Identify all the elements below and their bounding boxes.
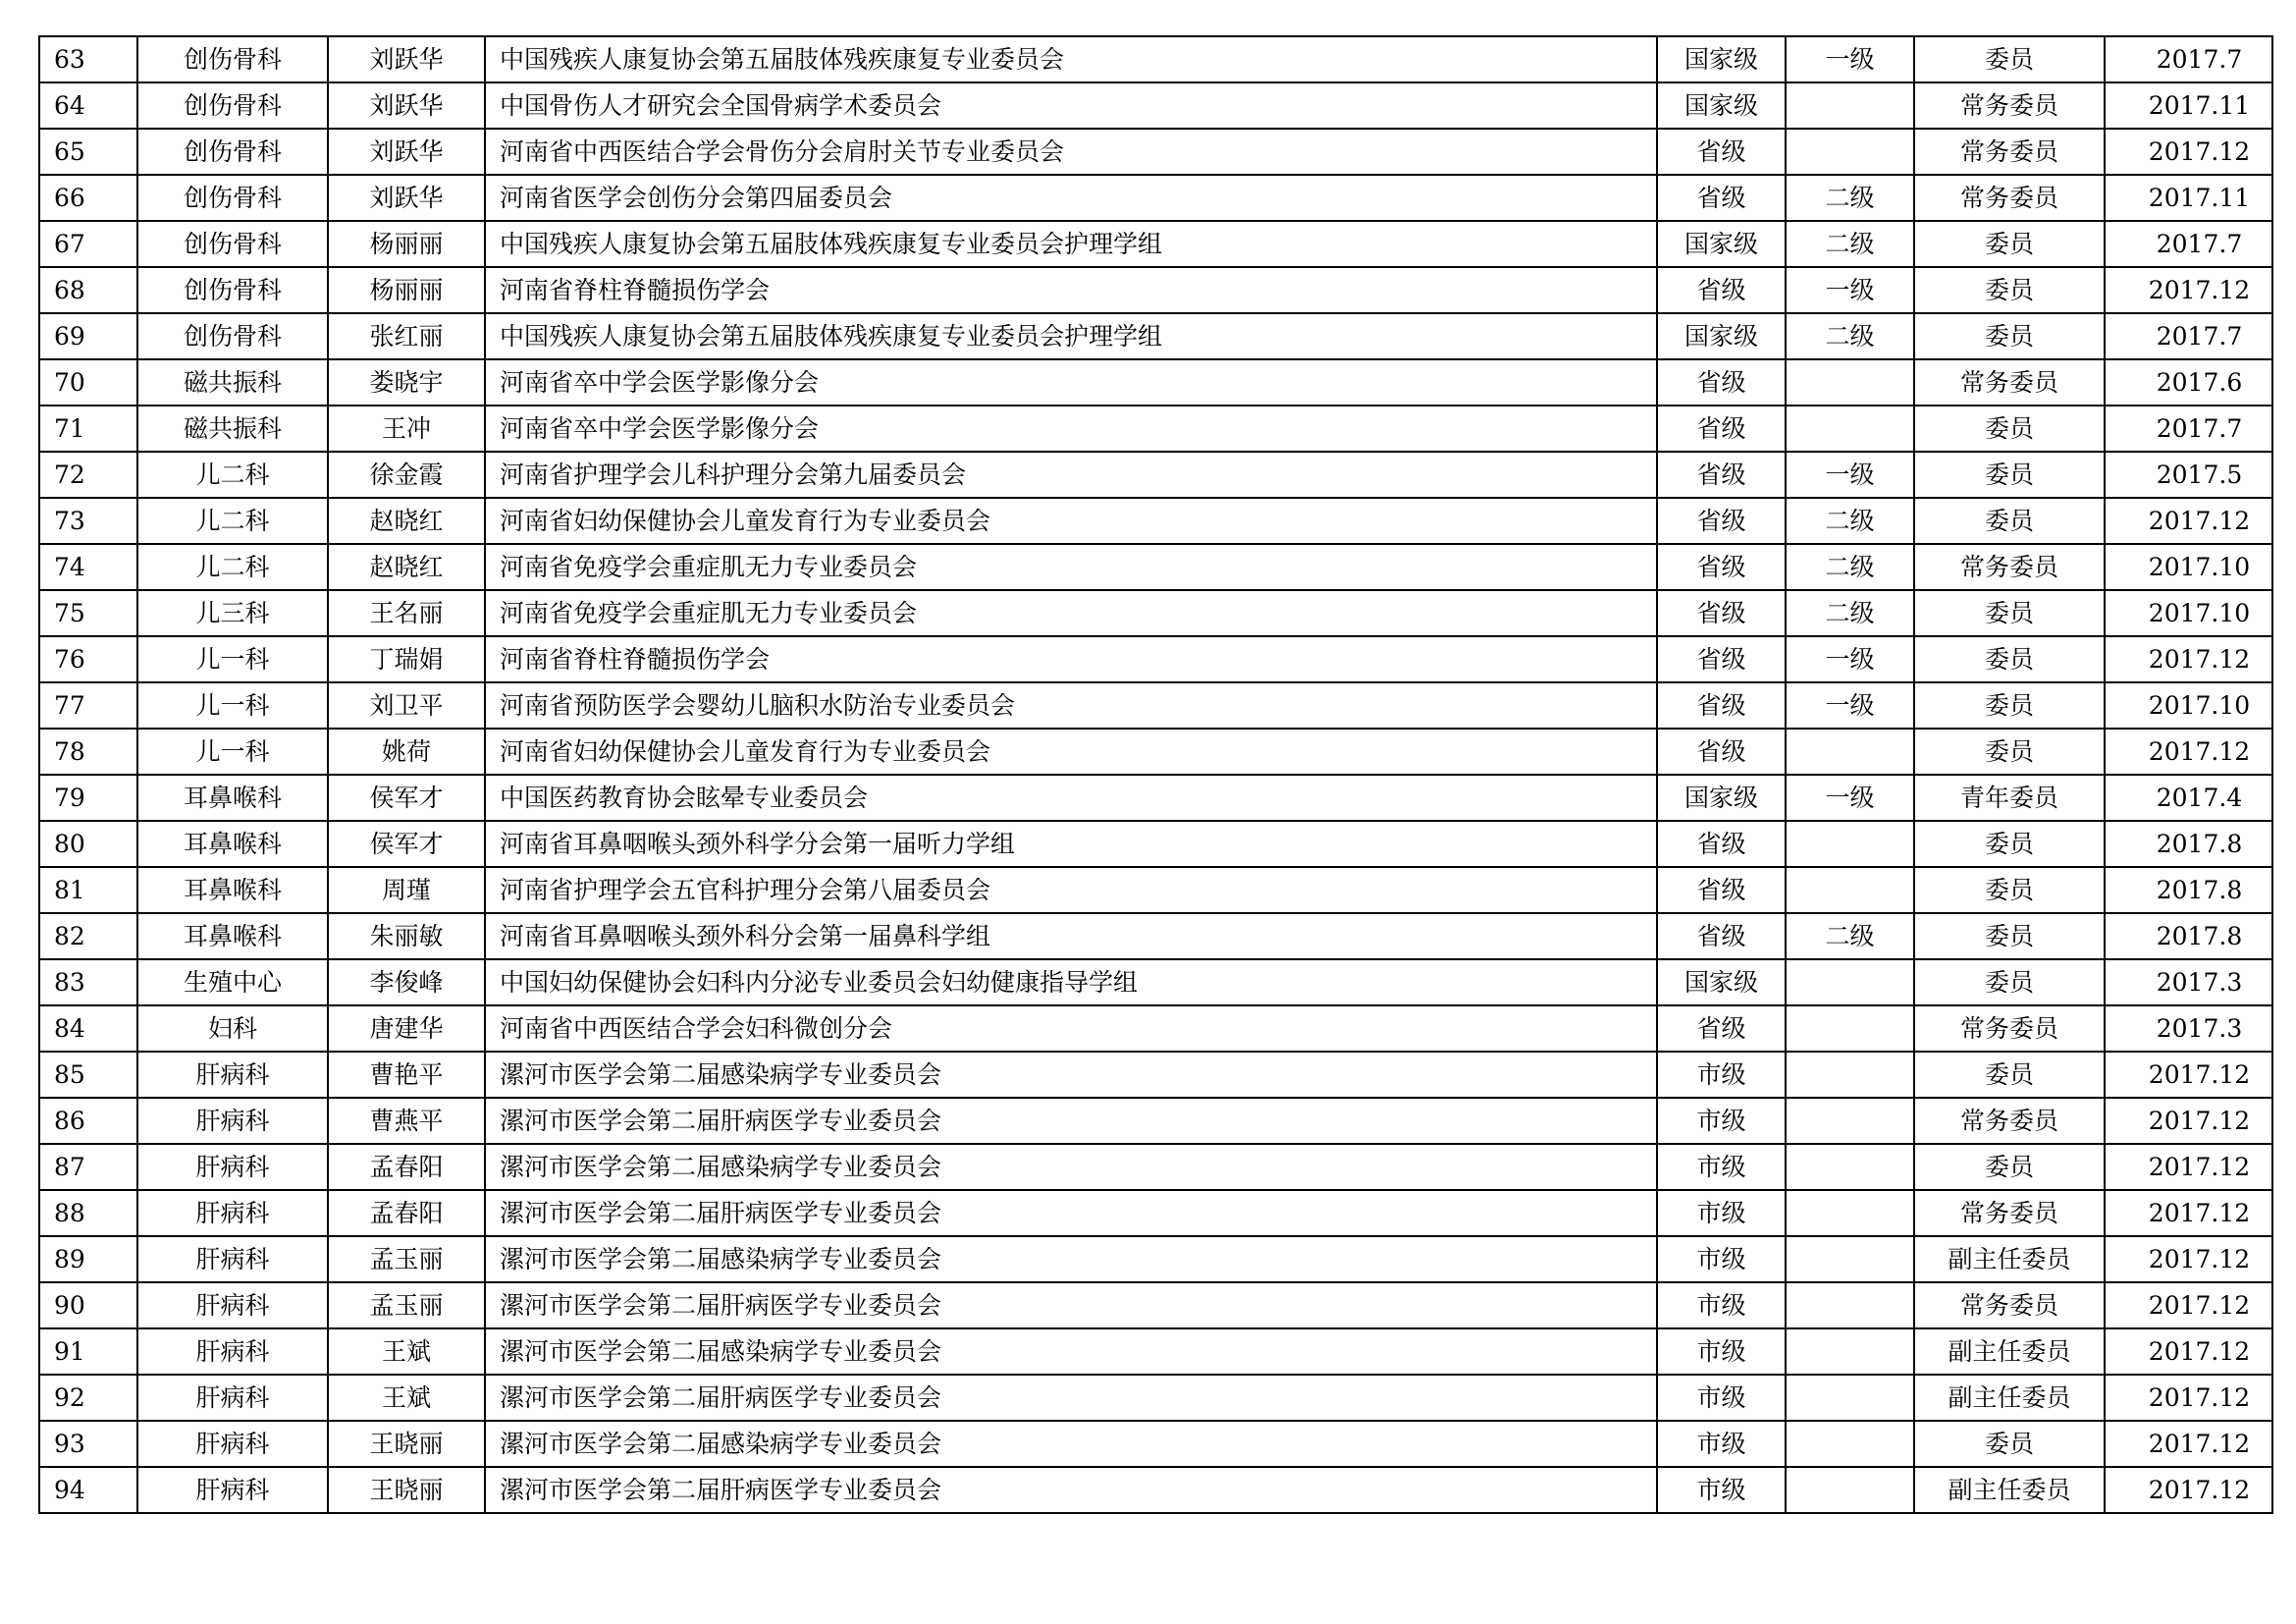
organization-cell: 河南省脊柱脊髓损伤学会 (485, 636, 1657, 682)
grade-cell (1786, 1467, 1914, 1513)
person-name-cell: 侯军才 (328, 821, 485, 867)
grade-cell (1786, 729, 1914, 775)
table-row (39, 821, 2272, 867)
serial-number-cell: 68 (39, 267, 137, 313)
organization-cell: 漯河市医学会第二届感染病学专业委员会 (485, 1421, 1657, 1467)
level-cell: 市级 (1657, 1098, 1786, 1144)
department-cell: 磁共振科 (137, 359, 328, 406)
grade-cell (1786, 1328, 1914, 1375)
department-cell: 生殖中心 (137, 959, 328, 1005)
serial-number-cell: 64 (39, 82, 137, 129)
department-cell: 儿一科 (137, 636, 328, 682)
person-name-cell: 孟春阳 (328, 1190, 485, 1236)
level-cell: 省级 (1657, 590, 1786, 636)
grade-cell (1786, 406, 1914, 452)
organization-cell: 河南省中西医结合学会妇科微创分会 (485, 1005, 1657, 1052)
role-cell: 委员 (1914, 821, 2105, 867)
grade-cell: 二级 (1786, 175, 1914, 221)
serial-number-cell: 76 (39, 636, 137, 682)
person-name-cell: 丁瑞娟 (328, 636, 485, 682)
organization-cell: 漯河市医学会第二届肝病医学专业委员会 (485, 1098, 1657, 1144)
date-cell: 2017.4 (2105, 775, 2272, 821)
level-cell: 市级 (1657, 1375, 1786, 1421)
person-name-cell: 朱丽敏 (328, 913, 485, 959)
date-cell: 2017.12 (2105, 1144, 2272, 1190)
grade-cell (1786, 1098, 1914, 1144)
serial-number-cell: 82 (39, 913, 137, 959)
organization-cell: 河南省脊柱脊髓损伤学会 (485, 267, 1657, 313)
organization-cell: 河南省卒中学会医学影像分会 (485, 359, 1657, 406)
role-cell: 委员 (1914, 36, 2105, 82)
role-cell: 常务委员 (1914, 359, 2105, 406)
role-cell: 常务委员 (1914, 175, 2105, 221)
department-cell: 肝病科 (137, 1467, 328, 1513)
serial-number-cell: 85 (39, 1052, 137, 1098)
organization-cell: 河南省免疫学会重症肌无力专业委员会 (485, 590, 1657, 636)
serial-number-cell: 73 (39, 498, 137, 544)
level-cell: 省级 (1657, 913, 1786, 959)
date-cell: 2017.12 (2105, 1282, 2272, 1328)
table-row (39, 1328, 2272, 1375)
date-cell: 2017.12 (2105, 1236, 2272, 1282)
organization-cell: 中国残疾人康复协会第五届肢体残疾康复专业委员会护理学组 (485, 221, 1657, 267)
table-row (39, 221, 2272, 267)
date-cell: 2017.8 (2105, 821, 2272, 867)
person-name-cell: 王晓丽 (328, 1467, 485, 1513)
date-cell: 2017.10 (2105, 682, 2272, 729)
department-cell: 创伤骨科 (137, 175, 328, 221)
department-cell: 儿二科 (137, 452, 328, 498)
level-cell: 省级 (1657, 359, 1786, 406)
level-cell: 国家级 (1657, 82, 1786, 129)
serial-number-cell: 86 (39, 1098, 137, 1144)
person-name-cell: 赵晓红 (328, 498, 485, 544)
grade-cell (1786, 1375, 1914, 1421)
department-cell: 肝病科 (137, 1282, 328, 1328)
level-cell: 省级 (1657, 1005, 1786, 1052)
grade-cell: 二级 (1786, 221, 1914, 267)
serial-number-cell: 88 (39, 1190, 137, 1236)
serial-number-cell: 65 (39, 129, 137, 175)
organization-cell: 中国骨伤人才研究会全国骨病学术委员会 (485, 82, 1657, 129)
grade-cell: 二级 (1786, 913, 1914, 959)
organization-cell: 漯河市医学会第二届肝病医学专业委员会 (485, 1467, 1657, 1513)
department-cell: 耳鼻喉科 (137, 913, 328, 959)
date-cell: 2017.8 (2105, 913, 2272, 959)
department-cell: 妇科 (137, 1005, 328, 1052)
table-row (39, 1282, 2272, 1328)
serial-number-cell: 72 (39, 452, 137, 498)
person-name-cell: 姚荷 (328, 729, 485, 775)
department-cell: 创伤骨科 (137, 267, 328, 313)
department-cell: 儿一科 (137, 682, 328, 729)
role-cell: 常务委员 (1914, 82, 2105, 129)
table-row (39, 1098, 2272, 1144)
organization-cell: 中国残疾人康复协会第五届肢体残疾康复专业委员会 (485, 36, 1657, 82)
date-cell: 2017.10 (2105, 590, 2272, 636)
organization-cell: 漯河市医学会第二届感染病学专业委员会 (485, 1328, 1657, 1375)
date-cell: 2017.12 (2105, 129, 2272, 175)
date-cell: 2017.7 (2105, 221, 2272, 267)
serial-number-cell: 79 (39, 775, 137, 821)
role-cell: 常务委员 (1914, 129, 2105, 175)
level-cell: 省级 (1657, 636, 1786, 682)
grade-cell (1786, 129, 1914, 175)
person-name-cell: 张红丽 (328, 313, 485, 359)
organization-cell: 中国残疾人康复协会第五届肢体残疾康复专业委员会护理学组 (485, 313, 1657, 359)
table-row (39, 175, 2272, 221)
department-cell: 肝病科 (137, 1421, 328, 1467)
person-name-cell: 杨丽丽 (328, 267, 485, 313)
serial-number-cell: 77 (39, 682, 137, 729)
table-row (39, 129, 2272, 175)
person-name-cell: 王斌 (328, 1375, 485, 1421)
level-cell: 省级 (1657, 267, 1786, 313)
person-name-cell: 侯军才 (328, 775, 485, 821)
date-cell: 2017.6 (2105, 359, 2272, 406)
level-cell: 市级 (1657, 1328, 1786, 1375)
date-cell: 2017.7 (2105, 406, 2272, 452)
role-cell: 委员 (1914, 221, 2105, 267)
serial-number-cell: 84 (39, 1005, 137, 1052)
organization-cell: 河南省预防医学会婴幼儿脑积水防治专业委员会 (485, 682, 1657, 729)
organization-cell: 河南省耳鼻咽喉头颈外科分会第一届鼻科学组 (485, 913, 1657, 959)
person-name-cell: 李俊峰 (328, 959, 485, 1005)
date-cell: 2017.12 (2105, 729, 2272, 775)
date-cell: 2017.12 (2105, 1190, 2272, 1236)
date-cell: 2017.12 (2105, 1328, 2272, 1375)
role-cell: 委员 (1914, 729, 2105, 775)
level-cell: 国家级 (1657, 959, 1786, 1005)
serial-number-cell: 63 (39, 36, 137, 82)
serial-number-cell: 93 (39, 1421, 137, 1467)
grade-cell (1786, 959, 1914, 1005)
organization-cell: 河南省免疫学会重症肌无力专业委员会 (485, 544, 1657, 590)
role-cell: 委员 (1914, 682, 2105, 729)
person-name-cell: 王冲 (328, 406, 485, 452)
grade-cell (1786, 82, 1914, 129)
date-cell: 2017.5 (2105, 452, 2272, 498)
role-cell: 委员 (1914, 498, 2105, 544)
grade-cell: 二级 (1786, 498, 1914, 544)
person-name-cell: 赵晓红 (328, 544, 485, 590)
table-row (39, 959, 2272, 1005)
table-row (39, 913, 2272, 959)
department-cell: 创伤骨科 (137, 221, 328, 267)
table-body (39, 36, 2272, 1513)
date-cell: 2017.8 (2105, 867, 2272, 913)
date-cell: 2017.12 (2105, 1052, 2272, 1098)
role-cell: 委员 (1914, 313, 2105, 359)
department-cell: 肝病科 (137, 1236, 328, 1282)
level-cell: 国家级 (1657, 36, 1786, 82)
person-name-cell: 刘跃华 (328, 36, 485, 82)
role-cell: 青年委员 (1914, 775, 2105, 821)
table-row (39, 313, 2272, 359)
department-cell: 耳鼻喉科 (137, 821, 328, 867)
role-cell: 委员 (1914, 590, 2105, 636)
serial-number-cell: 92 (39, 1375, 137, 1421)
table-row (39, 590, 2272, 636)
serial-number-cell: 71 (39, 406, 137, 452)
role-cell: 副主任委员 (1914, 1328, 2105, 1375)
serial-number-cell: 67 (39, 221, 137, 267)
role-cell: 委员 (1914, 452, 2105, 498)
table-row (39, 867, 2272, 913)
role-cell: 常务委员 (1914, 1190, 2105, 1236)
person-name-cell: 刘跃华 (328, 175, 485, 221)
level-cell: 国家级 (1657, 221, 1786, 267)
table-row (39, 1467, 2272, 1513)
department-cell: 肝病科 (137, 1190, 328, 1236)
date-cell: 2017.11 (2105, 175, 2272, 221)
date-cell: 2017.12 (2105, 1467, 2272, 1513)
level-cell: 市级 (1657, 1421, 1786, 1467)
role-cell: 委员 (1914, 1144, 2105, 1190)
level-cell: 国家级 (1657, 775, 1786, 821)
department-cell: 创伤骨科 (137, 313, 328, 359)
table-row (39, 1005, 2272, 1052)
organization-cell: 漯河市医学会第二届肝病医学专业委员会 (485, 1375, 1657, 1421)
date-cell: 2017.12 (2105, 267, 2272, 313)
organization-cell: 河南省护理学会五官科护理分会第八届委员会 (485, 867, 1657, 913)
level-cell: 省级 (1657, 406, 1786, 452)
level-cell: 省级 (1657, 729, 1786, 775)
level-cell: 市级 (1657, 1236, 1786, 1282)
level-cell: 市级 (1657, 1144, 1786, 1190)
level-cell: 省级 (1657, 452, 1786, 498)
table-row (39, 1375, 2272, 1421)
table-row (39, 636, 2272, 682)
department-cell: 儿一科 (137, 729, 328, 775)
table-row (39, 452, 2272, 498)
role-cell: 委员 (1914, 867, 2105, 913)
person-name-cell: 王名丽 (328, 590, 485, 636)
person-name-cell: 娄晓宇 (328, 359, 485, 406)
level-cell: 省级 (1657, 498, 1786, 544)
date-cell: 2017.12 (2105, 1098, 2272, 1144)
department-cell: 儿二科 (137, 498, 328, 544)
serial-number-cell: 75 (39, 590, 137, 636)
role-cell: 常务委员 (1914, 1005, 2105, 1052)
person-name-cell: 刘跃华 (328, 82, 485, 129)
serial-number-cell: 70 (39, 359, 137, 406)
person-name-cell: 刘卫平 (328, 682, 485, 729)
organization-cell: 河南省妇幼保健协会儿童发育行为专业委员会 (485, 729, 1657, 775)
organization-cell: 中国医药教育协会眩晕专业委员会 (485, 775, 1657, 821)
role-cell: 委员 (1914, 1052, 2105, 1098)
organization-cell: 河南省卒中学会医学影像分会 (485, 406, 1657, 452)
grade-cell (1786, 821, 1914, 867)
role-cell: 委员 (1914, 913, 2105, 959)
grade-cell: 一级 (1786, 636, 1914, 682)
level-cell: 市级 (1657, 1052, 1786, 1098)
date-cell: 2017.7 (2105, 313, 2272, 359)
table-row (39, 267, 2272, 313)
role-cell: 常务委员 (1914, 1098, 2105, 1144)
role-cell: 常务委员 (1914, 544, 2105, 590)
department-cell: 创伤骨科 (137, 129, 328, 175)
table-row (39, 359, 2272, 406)
table-row (39, 775, 2272, 821)
serial-number-cell: 80 (39, 821, 137, 867)
role-cell: 副主任委员 (1914, 1236, 2105, 1282)
person-name-cell: 曹燕平 (328, 1098, 485, 1144)
department-cell: 创伤骨科 (137, 82, 328, 129)
serial-number-cell: 87 (39, 1144, 137, 1190)
department-cell: 肝病科 (137, 1328, 328, 1375)
serial-number-cell: 74 (39, 544, 137, 590)
organization-cell: 河南省妇幼保健协会儿童发育行为专业委员会 (485, 498, 1657, 544)
grade-cell: 一级 (1786, 452, 1914, 498)
grade-cell (1786, 867, 1914, 913)
organization-cell: 漯河市医学会第二届感染病学专业委员会 (485, 1052, 1657, 1098)
date-cell: 2017.10 (2105, 544, 2272, 590)
level-cell: 市级 (1657, 1190, 1786, 1236)
serial-number-cell: 66 (39, 175, 137, 221)
organization-cell: 漯河市医学会第二届感染病学专业委员会 (485, 1144, 1657, 1190)
grade-cell (1786, 1282, 1914, 1328)
date-cell: 2017.12 (2105, 1421, 2272, 1467)
grade-cell: 一级 (1786, 775, 1914, 821)
department-cell: 磁共振科 (137, 406, 328, 452)
date-cell: 2017.12 (2105, 498, 2272, 544)
organization-cell: 河南省中西医结合学会骨伤分会肩肘关节专业委员会 (485, 129, 1657, 175)
table-row (39, 498, 2272, 544)
serial-number-cell: 83 (39, 959, 137, 1005)
person-name-cell: 徐金霞 (328, 452, 485, 498)
department-cell: 肝病科 (137, 1052, 328, 1098)
person-name-cell: 曹艳平 (328, 1052, 485, 1098)
serial-number-cell: 94 (39, 1467, 137, 1513)
table-row (39, 729, 2272, 775)
level-cell: 市级 (1657, 1467, 1786, 1513)
role-cell: 委员 (1914, 636, 2105, 682)
person-name-cell: 孟玉丽 (328, 1282, 485, 1328)
grade-cell (1786, 1421, 1914, 1467)
level-cell: 省级 (1657, 129, 1786, 175)
grade-cell (1786, 1052, 1914, 1098)
person-name-cell: 唐建华 (328, 1005, 485, 1052)
grade-cell (1786, 1005, 1914, 1052)
department-cell: 肝病科 (137, 1375, 328, 1421)
grade-cell: 一级 (1786, 682, 1914, 729)
serial-number-cell: 78 (39, 729, 137, 775)
grade-cell (1786, 1190, 1914, 1236)
level-cell: 国家级 (1657, 313, 1786, 359)
level-cell: 省级 (1657, 867, 1786, 913)
department-cell: 创伤骨科 (137, 36, 328, 82)
table-row (39, 1236, 2272, 1282)
table-row (39, 1421, 2272, 1467)
table-row (39, 682, 2272, 729)
organization-cell: 中国妇幼保健协会妇科内分泌专业委员会妇幼健康指导学组 (485, 959, 1657, 1005)
serial-number-cell: 91 (39, 1328, 137, 1375)
organization-cell: 漯河市医学会第二届肝病医学专业委员会 (485, 1282, 1657, 1328)
table-row (39, 1144, 2272, 1190)
level-cell: 省级 (1657, 821, 1786, 867)
person-name-cell: 刘跃华 (328, 129, 485, 175)
grade-cell (1786, 359, 1914, 406)
date-cell: 2017.7 (2105, 36, 2272, 82)
role-cell: 委员 (1914, 267, 2105, 313)
table-row (39, 36, 2272, 82)
person-name-cell: 孟玉丽 (328, 1236, 485, 1282)
date-cell: 2017.11 (2105, 82, 2272, 129)
level-cell: 省级 (1657, 544, 1786, 590)
date-cell: 2017.12 (2105, 1375, 2272, 1421)
department-cell: 肝病科 (137, 1098, 328, 1144)
serial-number-cell: 89 (39, 1236, 137, 1282)
person-name-cell: 孟春阳 (328, 1144, 485, 1190)
table-row (39, 544, 2272, 590)
grade-cell: 一级 (1786, 267, 1914, 313)
date-cell: 2017.3 (2105, 959, 2272, 1005)
grade-cell: 二级 (1786, 544, 1914, 590)
serial-number-cell: 69 (39, 313, 137, 359)
date-cell: 2017.3 (2105, 1005, 2272, 1052)
organization-cell: 河南省医学会创伤分会第四届委员会 (485, 175, 1657, 221)
serial-number-cell: 90 (39, 1282, 137, 1328)
person-name-cell: 周瑾 (328, 867, 485, 913)
organization-cell: 漯河市医学会第二届感染病学专业委员会 (485, 1236, 1657, 1282)
table-row (39, 1052, 2272, 1098)
organization-cell: 河南省护理学会儿科护理分会第九届委员会 (485, 452, 1657, 498)
person-name-cell: 王斌 (328, 1328, 485, 1375)
role-cell: 委员 (1914, 959, 2105, 1005)
department-cell: 耳鼻喉科 (137, 775, 328, 821)
level-cell: 省级 (1657, 682, 1786, 729)
grade-cell (1786, 1144, 1914, 1190)
department-cell: 耳鼻喉科 (137, 867, 328, 913)
table-row (39, 406, 2272, 452)
grade-cell (1786, 1236, 1914, 1282)
grade-cell: 一级 (1786, 36, 1914, 82)
organization-cell: 河南省耳鼻咽喉头颈外科学分会第一届听力学组 (485, 821, 1657, 867)
role-cell: 副主任委员 (1914, 1467, 2105, 1513)
department-cell: 儿二科 (137, 544, 328, 590)
role-cell: 委员 (1914, 1421, 2105, 1467)
level-cell: 市级 (1657, 1282, 1786, 1328)
serial-number-cell: 81 (39, 867, 137, 913)
committee-membership-table (38, 35, 2273, 1514)
date-cell: 2017.12 (2105, 636, 2272, 682)
grade-cell: 二级 (1786, 590, 1914, 636)
role-cell: 副主任委员 (1914, 1375, 2105, 1421)
role-cell: 委员 (1914, 406, 2105, 452)
table-row (39, 82, 2272, 129)
department-cell: 肝病科 (137, 1144, 328, 1190)
level-cell: 省级 (1657, 175, 1786, 221)
table-row (39, 1190, 2272, 1236)
person-name-cell: 杨丽丽 (328, 221, 485, 267)
department-cell: 儿三科 (137, 590, 328, 636)
person-name-cell: 王晓丽 (328, 1421, 485, 1467)
role-cell: 常务委员 (1914, 1282, 2105, 1328)
organization-cell: 漯河市医学会第二届肝病医学专业委员会 (485, 1190, 1657, 1236)
grade-cell: 二级 (1786, 313, 1914, 359)
